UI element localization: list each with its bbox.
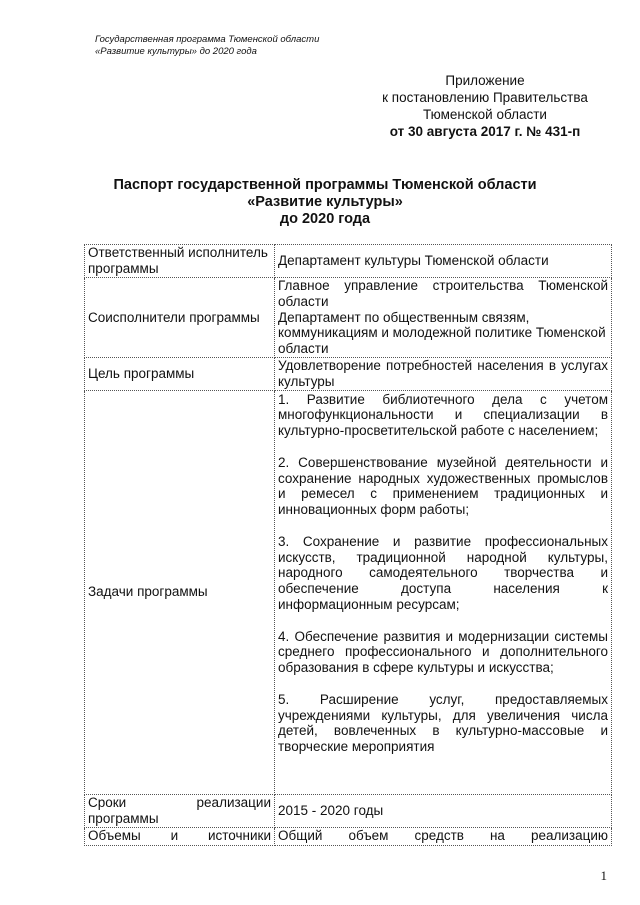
table-row	[85, 794, 612, 827]
running-header	[95, 34, 319, 58]
table-row	[85, 278, 612, 358]
row-value-timeframe: 2015 - 2020 годы	[275, 794, 612, 827]
row-label-timeframe: Сроки реализации программы	[85, 794, 275, 827]
row-value-goal: Удовлетворение потребностей населения в услугах культуры	[275, 357, 612, 390]
task-item: 1. Развитие библиотечного дела с учетом многофункциональности и специализации в культурно-просветительской работе с населением;	[278, 391, 608, 439]
appendix-resolution: к постановлению Правительства	[382, 90, 588, 105]
row-label-responsible: Ответственный исполнитель программы	[85, 245, 275, 278]
document-title-line-1: Паспорт государственной программы Тюменской области	[113, 177, 537, 193]
passport-table	[84, 244, 612, 846]
table-row	[85, 245, 612, 278]
appendix-region: Тюменской области	[423, 107, 547, 122]
appendix-title: Приложение	[445, 73, 525, 88]
task-item: 3. Сохранение и развитие профессиональных искусств, традиционной народной культуры, народного самодеятельного творчества и обеспечение доступа населения к информационным ресурсам;	[278, 533, 608, 612]
document-title	[90, 177, 560, 228]
row-value-tasks	[275, 390, 612, 794]
row-label-tasks: Задачи программы	[85, 390, 275, 794]
row-label-co-executors: Соисполнители программы	[85, 278, 275, 358]
page-number: 1	[600, 868, 607, 883]
co-executor-2: Департамент по общественным связям, коммуникациям и молодежной политике Тюменской области	[278, 309, 606, 357]
document-title-line-2: «Развитие культуры»	[247, 194, 403, 210]
appendix-date-number: от 30 августа 2017 г. № 431-п	[389, 124, 581, 139]
row-label-funding: Объемы и источники	[85, 827, 275, 845]
document-title-line-3: до 2020 года	[279, 211, 371, 227]
running-header-line-1: Государственная программа Тюменской области	[95, 34, 320, 45]
running-header-line-2: «Развитие культуры» до 2020 года	[95, 46, 257, 57]
table-row	[85, 827, 612, 845]
co-executor-1: Главное управление строительства Тюменской области	[278, 278, 608, 309]
row-label-goal: Цель программы	[85, 357, 275, 390]
row-value-co-executors	[275, 278, 612, 358]
row-value-funding: Общий объем средств на реализацию	[275, 827, 612, 845]
table-row	[85, 390, 612, 794]
appendix-block	[360, 72, 610, 140]
table-row	[85, 357, 612, 390]
row-value-responsible: Департамент культуры Тюменской области	[275, 245, 612, 278]
task-item: 2. Совершенствование музейной деятельности и сохранение народных художественных промыслов и ремесел с применением традиционных и инновационных форм работы;	[278, 454, 608, 518]
task-item: 5. Расширение услуг, предоставляемых учреждениями культуры, для увеличения числа детей, вовлеченных в культурно-массовые и творческие мероприятия	[278, 691, 608, 755]
task-item: 4. Обеспечение развития и модернизации системы среднего профессионального и дополнительного образования в сфере культуры и искусства;	[278, 628, 608, 676]
